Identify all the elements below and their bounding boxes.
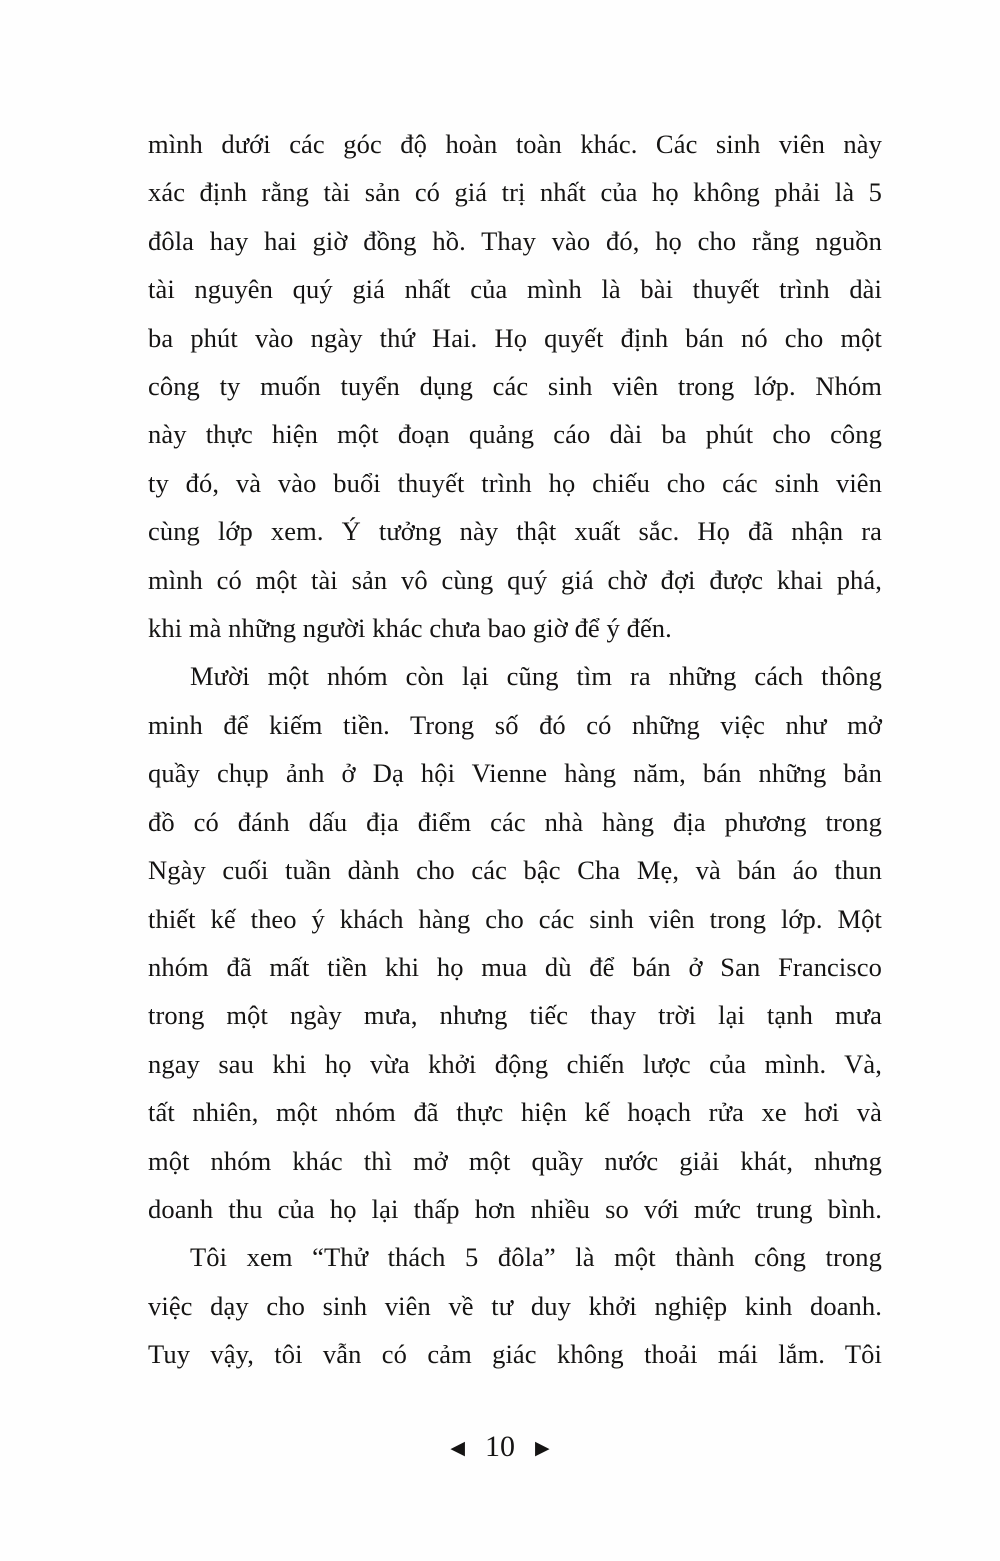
paragraph-1 [148, 120, 882, 652]
text-line: thiết kế theo ý khách hàng cho các sinh viên trong lớp. Một [148, 903, 882, 934]
text-line: này thực hiện một đoạn quảng cáo dài ba phút cho công [148, 419, 882, 450]
text-line: đồ có đánh dấu địa điểm các nhà hàng địa phương trong [148, 806, 882, 837]
text-line: mình dưới các góc độ hoàn toàn khác. Các sinh viên này [148, 129, 882, 159]
text-line: mình có một tài sản vô cùng quý giá chờ đợi được khai phá, [148, 564, 882, 595]
text-line: ngay sau khi họ vừa khởi động chiến lược của mình. Và, [148, 1048, 882, 1079]
paragraph-3 [148, 1233, 882, 1378]
text-line: tài nguyên quý giá nhất của mình là bài thuyết trình dài [148, 274, 882, 305]
text-line: một nhóm khác thì mở một quầy nước giải khát, nhưng [148, 1145, 882, 1176]
text-line: ba phút vào ngày thứ Hai. Họ quyết định bán nó cho một [148, 322, 882, 353]
text-line: khi mà những người khác chưa bao giờ để ý đến. [148, 613, 672, 644]
text-line: doanh thu của họ lại thấp hơn nhiều so với mức trung bình. [148, 1193, 882, 1224]
page-number: 10 [485, 1430, 515, 1463]
text-line: Mười một nhóm còn lại cũng tìm ra những cách thông [190, 661, 882, 692]
text-line: công ty muốn tuyển dụng các sinh viên trong lớp. Nhóm [148, 371, 882, 402]
text-line: Ngày cuối tuần dành cho các bậc Cha Mẹ, và bán áo thun [148, 855, 882, 886]
text-line: minh để kiếm tiền. Trong số đó có những việc như mở [148, 709, 882, 740]
prev-page-icon: ◀ [450, 1438, 465, 1459]
text-line: xác định rằng tài sản có giá trị nhất của họ không phải là 5 [148, 177, 882, 208]
text-line: trong một ngày mưa, nhưng tiếc thay trời lại tạnh mưa [148, 1000, 882, 1031]
text-line: Tôi xem “Thử thách 5 đôla” là một thành công trong [190, 1242, 882, 1273]
text-line: nhóm đã mất tiền khi họ mua dù để bán ở San Francisco [148, 951, 882, 982]
text-line: đôla hay hai giờ đồng hồ. Thay vào đó, họ cho rằng nguồn [148, 225, 882, 256]
text-line: ty đó, và vào buổi thuyết trình họ chiếu cho các sinh viên [148, 467, 882, 498]
next-page-icon: ▶ [535, 1438, 550, 1459]
text-line: quầy chụp ảnh ở Dạ hội Vienne hàng năm, bán những bản [148, 758, 882, 789]
text-line: cùng lớp xem. Ý tưởng này thật xuất sắc. Họ đã nhận ra [148, 516, 882, 547]
page-footer [0, 1430, 1000, 1464]
body-text [148, 120, 882, 1379]
text-line: việc dạy cho sinh viên về tư duy khởi nghiệp kinh doanh. [148, 1290, 882, 1321]
text-line: tất nhiên, một nhóm đã thực hiện kế hoạch rửa xe hơi và [148, 1097, 882, 1128]
paragraph-2 [148, 652, 882, 1233]
text-line: Tuy vậy, tôi vẫn có cảm giác không thoải mái lắm. Tôi [148, 1339, 882, 1370]
